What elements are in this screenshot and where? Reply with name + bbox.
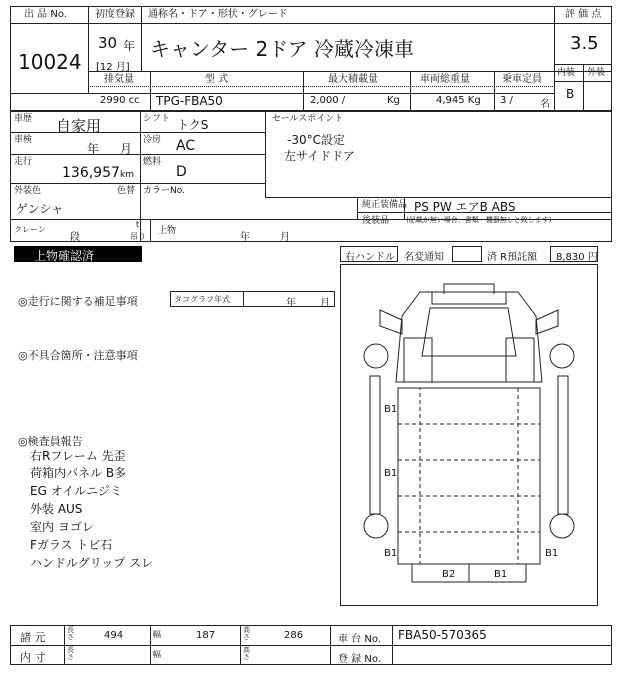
deposit-label: 済 R預託額 xyxy=(487,252,538,263)
damage-mark: B1 xyxy=(545,548,559,559)
inspector-line: EG オイルニジミ xyxy=(30,484,123,498)
ac-label: 冷房 xyxy=(143,135,162,145)
cargo-box xyxy=(398,388,540,564)
inner-length-label: 長さ xyxy=(67,646,74,661)
dims-label: 諸 元 xyxy=(20,631,46,644)
tachograph-year: 年 xyxy=(286,298,296,309)
max-load-value: 2,000 / xyxy=(310,95,346,106)
confirm-tag-text: 上物確認済 xyxy=(34,249,95,263)
inspection-year: 年 xyxy=(87,142,100,156)
cab-roof xyxy=(432,292,506,304)
door-left xyxy=(404,338,432,382)
cab-outline xyxy=(396,292,542,382)
sales-point-line-2: 左サイドドア xyxy=(284,149,355,163)
height-label: 高さ xyxy=(243,626,250,641)
damage-mark: B2 xyxy=(442,569,456,580)
inspection-label: 車検 xyxy=(14,135,33,145)
registration-year: 30 xyxy=(98,34,118,52)
ac-value: AC xyxy=(176,138,196,154)
mileage-value: 136,957 xyxy=(62,165,120,181)
inspector-line: 室内 ヨゴレ xyxy=(30,520,94,534)
exterior-color-label: 外装色 xyxy=(14,186,42,196)
deposit-value: 8,830 円 xyxy=(556,252,598,263)
damage-mark: B1 xyxy=(384,548,398,559)
capacity-value: 3 / xyxy=(500,95,513,106)
inspector-line: 外装 AUS xyxy=(30,502,83,516)
model-label: 型 式 xyxy=(205,74,229,85)
fuel-label: 燃料 xyxy=(143,157,162,167)
vehicle-title: キャンター 2ドア 冷蔵冷凍車 xyxy=(150,37,415,61)
inspector-title: ◎検査員報告 xyxy=(18,435,83,448)
width-label: 幅 xyxy=(153,630,161,639)
score-label: 評 価 点 xyxy=(565,9,602,20)
wheel-rear-right xyxy=(550,514,574,538)
registration-no-label: 登 録 No. xyxy=(338,654,381,665)
wheel-rear-left xyxy=(364,514,388,538)
driving-notes-title: ◎走行に関する補足事項 xyxy=(18,295,138,308)
gross-weight-value: 4,945 Kg xyxy=(436,95,481,106)
history-label: 車歴 xyxy=(14,114,33,124)
gross-weight-label: 車両総重量 xyxy=(420,74,470,85)
exterior-label: 外装 xyxy=(587,68,606,78)
inspector-line: Fガラス トビ石 xyxy=(30,538,113,552)
max-load-label: 最大積載量 xyxy=(328,74,378,85)
equipment-value: PS PW エアB ABS xyxy=(414,200,516,214)
damage-mark: B1 xyxy=(384,468,398,479)
fuel-value: D xyxy=(176,164,187,180)
chassis-value: FBA50-570365 xyxy=(398,628,487,642)
sales-point-line-1: -30°C設定 xyxy=(287,133,345,147)
inspection-month: 月 xyxy=(120,142,133,156)
inspector-line: ハンドルグリップ スレ xyxy=(30,556,154,570)
mirror-left xyxy=(380,310,402,334)
sales-point-label: セールスポイント xyxy=(272,114,344,124)
truck-diagram xyxy=(340,264,598,606)
max-load-unit: Kg xyxy=(387,95,400,106)
color-code-label: カラーNo. xyxy=(143,186,185,196)
chassis-label: 車 台 No. xyxy=(338,634,381,645)
shift-value: トクS xyxy=(177,118,209,132)
interior-grade: B xyxy=(566,87,575,101)
side-left xyxy=(370,376,380,514)
mileage-label: 走行 xyxy=(14,157,33,167)
registration-month: [12 月] xyxy=(96,62,130,73)
length-value: 494 xyxy=(104,630,124,641)
displacement-value: 2990 cc xyxy=(100,95,140,106)
mileage-unit: km xyxy=(120,170,134,180)
damage-mark: B1 xyxy=(384,404,398,415)
retrofit-label: 後装品 xyxy=(362,216,390,226)
crane-hang: 吊り xyxy=(130,232,146,241)
inner-height-label: 高さ xyxy=(243,646,250,661)
door-right xyxy=(506,338,534,382)
wheel-front-right xyxy=(550,344,574,368)
lot-number: 10024 xyxy=(18,50,82,74)
lot-number-label: 出 品 No. xyxy=(24,9,67,20)
upper-month: 月 xyxy=(280,232,290,243)
inspector-line: 荷箱内パネル B多 xyxy=(30,466,127,480)
crane-label: クレーン xyxy=(14,225,46,234)
capacity-unit: 名 xyxy=(540,99,550,110)
model-value: TPG-FBA50 xyxy=(156,94,223,108)
wheel-front-left xyxy=(364,344,388,368)
side-right xyxy=(558,376,568,514)
first-registration-label: 初度登録 xyxy=(95,9,135,20)
capacity-label: 乗車定員 xyxy=(502,74,542,85)
width-value: 187 xyxy=(196,630,216,641)
equipment-label: 純正装備品 xyxy=(362,200,408,210)
inner-dims-label: 内 寸 xyxy=(20,651,46,664)
crane-stage: 段 xyxy=(70,232,80,243)
upper-year: 年 xyxy=(240,232,250,243)
score-value: 3.5 xyxy=(570,33,599,54)
windshield xyxy=(422,308,516,356)
interior-label: 内装 xyxy=(557,68,576,78)
rhd-text: 右ハンドル xyxy=(345,252,395,263)
tachograph-label: タコグラフ年式 xyxy=(174,295,230,304)
history-value: 自家用 xyxy=(56,117,102,135)
retrofit-note: (記載が無い場合、書類・機器無しと致します) xyxy=(406,216,552,224)
name-change-box xyxy=(452,246,482,262)
displacement-label: 排気量 xyxy=(104,74,134,85)
registration-year-unit: 年 xyxy=(123,39,136,53)
mirror-right xyxy=(536,310,558,334)
color-change-label: 色替 xyxy=(117,186,136,196)
crane-ton: t xyxy=(136,220,140,229)
tachograph-month: 月 xyxy=(320,298,330,309)
length-label: 長さ xyxy=(67,626,74,641)
shift-label: シフト xyxy=(143,114,171,124)
upper-label: 上物 xyxy=(158,226,177,236)
cargo-inner xyxy=(420,388,518,564)
inspector-line: 右Rフレーム 先歪 xyxy=(30,449,126,463)
damage-mark: B1 xyxy=(494,569,508,580)
exterior-color-value: ゲンシャ xyxy=(16,202,64,216)
inner-width-label: 幅 xyxy=(153,650,161,659)
defects-title: ◎不具合箇所・注意事項 xyxy=(18,349,138,362)
name-change-text: 名変通知 xyxy=(404,252,444,263)
height-value: 286 xyxy=(284,630,304,641)
vehicle-name-label: 通称名・ドア・形状・グレード xyxy=(148,9,288,20)
